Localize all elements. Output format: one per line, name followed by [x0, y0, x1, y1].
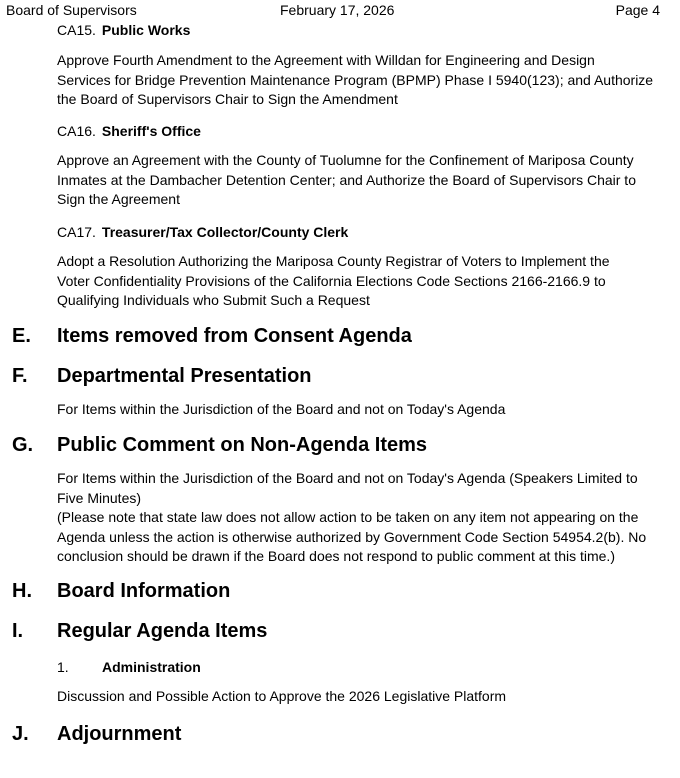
description-line: Approve Fourth Amendment to the Agreement with Willdan for Engineering and Design: [57, 52, 595, 68]
section-f-heading: [0, 362, 680, 390]
section-letter: E.: [12, 325, 31, 347]
consent-item-code: CA15.: [57, 22, 96, 38]
header-page-number: Page 4: [615, 2, 660, 18]
description-line: Voter Confidentiality Provisions of the California Elections Code Sections 2166-2166.9 to: [57, 272, 606, 289]
consent-item-ca17-description: [57, 252, 662, 311]
section-e-heading: [0, 322, 680, 350]
section-i-heading: [0, 617, 680, 645]
section-title: Adjournment: [57, 723, 182, 745]
consent-item-ca17-label: [57, 222, 348, 242]
section-letter: J.: [12, 723, 29, 745]
body-line: Five Minutes): [57, 489, 142, 506]
section-letter: H.: [12, 580, 32, 602]
body-line: (Please note that state law does not allow action to be taken on any item not appearing on the: [57, 509, 639, 525]
consent-item-code: CA17.: [57, 224, 96, 240]
section-f-body: [57, 400, 662, 420]
section-j-heading: [0, 720, 680, 748]
section-g-heading: [0, 431, 680, 459]
description-line: Qualifying Individuals who Submit Such a Request: [57, 292, 370, 308]
header-board-name: Board of Supervisors: [6, 2, 137, 18]
consent-item-ca16-description: [57, 151, 662, 210]
section-letter: G.: [12, 434, 34, 456]
section-title: Regular Agenda Items: [57, 620, 268, 642]
page-header: [0, 0, 680, 20]
consent-item-ca16-label: [57, 121, 201, 141]
description-line: the Board of Supervisors Chair to Sign the Amendment: [57, 91, 398, 107]
consent-item-ca15-label: [57, 20, 190, 40]
body-line: Agenda unless the action is otherwise authorized by Government Code Section 54954.2(b). No: [57, 528, 647, 545]
description-line: Sign the Agreement: [57, 191, 180, 207]
section-letter: I.: [12, 620, 24, 642]
section-h-heading: [0, 577, 680, 605]
regular-agenda-item-1: [57, 657, 457, 677]
header-date: February 17, 2026: [280, 2, 395, 18]
section-title: Board Information: [57, 580, 231, 602]
description-line: Discussion and Possible Action to Approve the 2026 Legislative Platform: [57, 688, 507, 704]
consent-item-department: Treasurer/Tax Collector/County Clerk: [101, 224, 349, 240]
body-line: For Items within the Jurisdiction of the Board and not on Today's Agenda (Speakers Limited to: [57, 470, 638, 486]
agenda-item-name: Administration: [102, 659, 201, 675]
section-letter: F.: [12, 365, 28, 387]
section-g-body: [57, 469, 662, 567]
consent-item-ca15-description: [57, 51, 662, 110]
description-line: Adopt a Resolution Authorizing the Mariposa County Registrar of Voters to Implement the: [57, 253, 610, 269]
agenda-item-number: 1.: [57, 659, 69, 675]
consent-item-department: Public Works: [101, 22, 191, 38]
description-line: Services for Bridge Prevention Maintenance Program (BPMP) Phase I 5940(123); and Authorize: [57, 71, 654, 88]
description-line: Inmates at the Dambacher Detention Center; and Authorize the Board of Supervisors Chair to: [57, 171, 636, 188]
section-title: Public Comment on Non-Agenda Items: [57, 434, 428, 456]
section-title: Departmental Presentation: [57, 365, 312, 387]
regular-agenda-item-1-description: [57, 687, 662, 707]
body-line: For Items within the Jurisdiction of the Board and not on Today's Agenda: [57, 401, 506, 417]
consent-item-code: CA16.: [57, 123, 96, 139]
body-line: conclusion should be drawn if the Board does not respond to public comment at this time.): [57, 548, 615, 564]
consent-item-department: Sheriff's Office: [101, 123, 201, 139]
description-line: Approve an Agreement with the County of Tuolumne for the Confinement of Mariposa County: [57, 152, 634, 168]
section-title: Items removed from Consent Agenda: [57, 325, 412, 347]
